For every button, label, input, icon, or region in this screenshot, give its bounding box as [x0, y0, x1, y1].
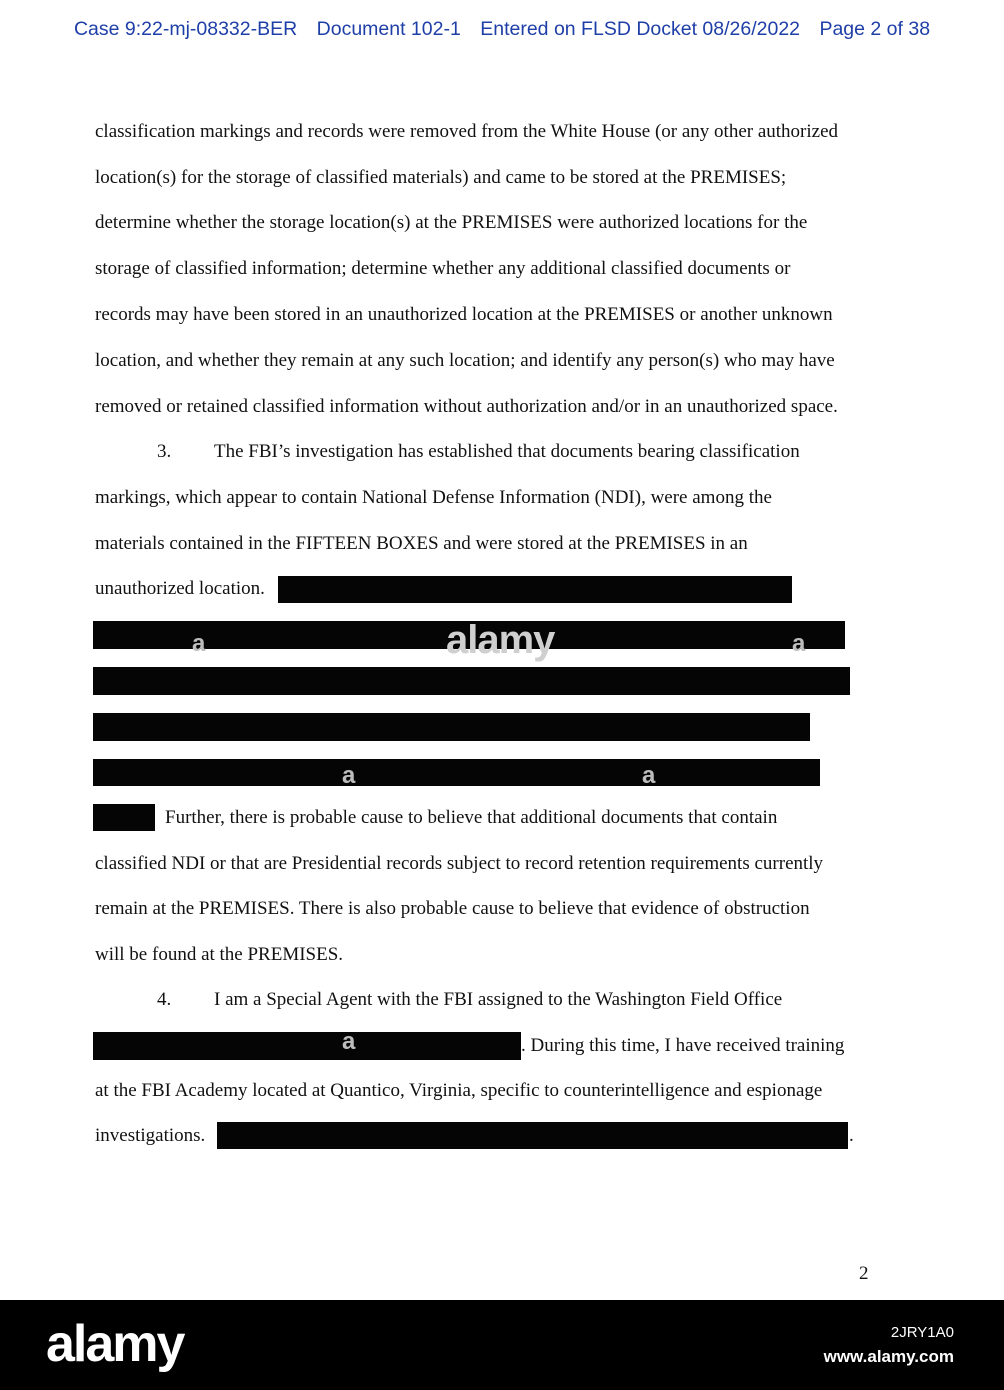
body-line: records may have been stored in an unauthorized location at the PREMISES or another unknown	[95, 304, 833, 325]
redaction-block	[217, 1122, 848, 1149]
redaction-block	[93, 759, 820, 786]
stock-footer	[0, 1300, 1004, 1390]
redaction-block	[93, 804, 155, 831]
para3-continued: Further, there is probable cause to believe that additional documents that contain	[165, 807, 778, 828]
watermark-logo: alamy	[446, 618, 555, 662]
body-line: removed or retained classified information without authorization and/or in an unauthorized space.	[95, 396, 838, 417]
watermark-letter: a	[342, 1028, 356, 1055]
page-number: 2	[859, 1263, 869, 1284]
para4-period: .	[849, 1125, 854, 1146]
watermark-letter: a	[642, 762, 656, 789]
para4-first-line: I am a Special Agent with the FBI assigned to the Washington Field Office	[214, 989, 783, 1010]
watermark-letter: a	[342, 762, 356, 789]
para3-line: unauthorized location.	[95, 578, 265, 599]
image-id: 2JRY1A0	[890, 1324, 954, 1341]
para4-line: at the FBI Academy located at Quantico, Virginia, specific to counterintelligence and espionage	[95, 1080, 823, 1101]
redaction-block	[93, 1032, 521, 1060]
para3-line: markings, which appear to contain National Defense Information (NDI), were among the	[95, 487, 772, 508]
paragraph-number-4: 4.	[157, 989, 172, 1010]
para3-line: will be found at the PREMISES.	[95, 944, 344, 965]
body-line: classification markings and records were removed from the White House (or any other authorized	[95, 121, 839, 142]
header-entered: Entered on FLSD Docket 08/26/2022	[480, 18, 801, 40]
para3-line: materials contained in the FIFTEEN BOXES and were stored at the PREMISES in an	[95, 533, 748, 554]
para3-line: remain at the PREMISES. There is also probable cause to believe that evidence of obstruction	[95, 898, 810, 919]
redaction-block	[278, 576, 792, 603]
paragraph-number-3: 3.	[157, 441, 172, 462]
header-document: Document 102-1	[316, 18, 461, 40]
para3-line: classified NDI or that are Presidential records subject to record retention requirements currently	[95, 853, 824, 874]
para4-line: investigations.	[95, 1125, 206, 1146]
watermark-letter: a	[792, 630, 806, 657]
docket-header	[0, 18, 1004, 41]
body-line: determine whether the storage location(s) at the PREMISES were authorized locations for the	[95, 212, 808, 233]
para3-first-line: The FBI’s investigation has established that documents bearing classification	[214, 441, 800, 462]
body-line: storage of classified information; determine whether any additional classified documents or	[95, 258, 791, 279]
header-page: Page 2 of 38	[819, 18, 931, 40]
redaction-block	[93, 667, 850, 695]
header-case: Case 9:22-mj-08332-BER	[73, 18, 298, 40]
alamy-logo: alamy	[46, 1315, 184, 1373]
site-url: www.alamy.com	[823, 1347, 954, 1366]
body-line: location(s) for the storage of classified materials) and came to be stored at the PREMISES;	[95, 167, 787, 188]
body-line: location, and whether they remain at any such location; and identify any person(s) who may have	[95, 350, 835, 371]
para4-continued: . During this time, I have received training	[521, 1035, 845, 1056]
watermark-letter: a	[192, 630, 206, 657]
redaction-block	[93, 713, 810, 741]
